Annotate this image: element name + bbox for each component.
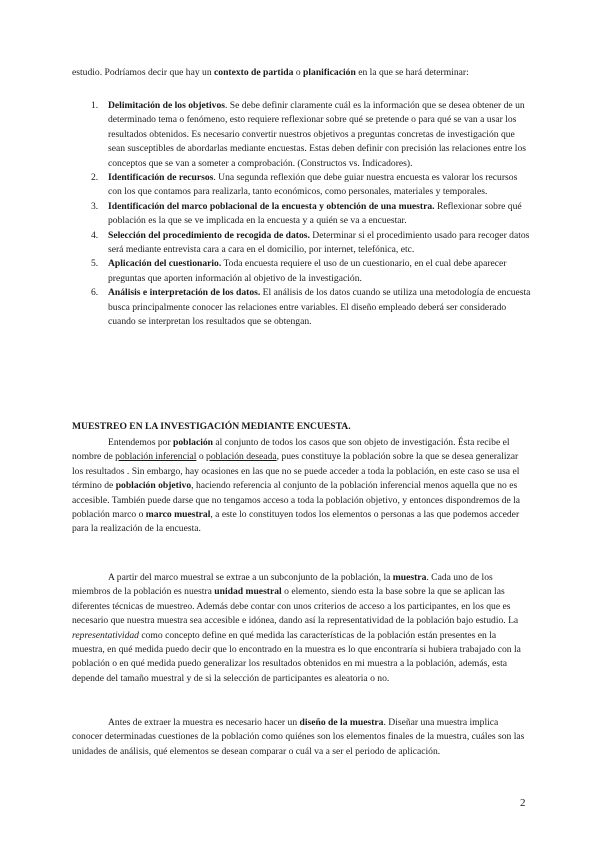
list-item-text: Reflexionar sobre qué población es la que se ve implicada en la encuesta y a quién se va a encuestar. <box>108 200 522 227</box>
intro-paragraph <box>72 66 528 80</box>
paragraph-text: o <box>196 451 207 463</box>
bold-term: marco muestral <box>145 509 211 521</box>
list-item-text: El análisis de los datos cuando se utiliza una metodología de encuesta busca principalmente conocer las relaciones entre variables. El diseño empleado deberá ser considerado cuando se interpretan los resultados que se obtengan. <box>108 287 531 328</box>
list-item-text: . Se debe definir claramente cuál es la información que se desea obtener de un determinado tema o fenómeno, esto requiere reflexionar sobre qué se pretende o para qué se van a usar los resultados obtenidos. Es necesario convertir nuestros objetivos a preguntas concretas de investigación que sean susceptibles de abordarlas mediante encuestas. Estas deben definir con precisión las relaciones entre los conceptos que se van a someter a comprobación. (Constructos vs. Indicadores). <box>108 100 526 169</box>
list-item-text: . Una segunda reflexión que debe guiar nuestra encuesta es valorar los recursos con los que contamos para realizarla, tanto económicos, como personales, materiales y temporales. <box>108 172 518 198</box>
list-item-title: Identificación del marco poblacional de la encuesta y obtención de una muestra. <box>108 200 435 212</box>
paragraph-text: . Cada uno de los miembros de la población es nuestra <box>72 572 493 598</box>
intro-text: o <box>293 67 304 78</box>
list-item <box>91 200 531 229</box>
bold-term: diseño de la muestra <box>299 717 384 728</box>
intro-bold-term: contexto de partida <box>214 67 294 78</box>
section-heading: MUESTREO EN LA INVESTIGACIÓN MEDIANTE ENCUESTA. <box>72 421 351 432</box>
body-paragraph <box>72 436 528 537</box>
list-item-number: 5. <box>91 258 99 270</box>
list-item <box>91 99 531 171</box>
paragraph-text: al conjunto de todos los casos que son objeto de investigación. Ésta recibe el nombre de <box>72 437 510 463</box>
list-item <box>91 229 531 258</box>
bold-term: muestra <box>392 572 427 583</box>
body-paragraph <box>72 571 528 686</box>
list-item-title: Selección del procedimiento de recogida de datos. <box>108 229 310 241</box>
list-item-number: 3. <box>91 200 99 212</box>
list-item <box>91 257 531 286</box>
bold-term: población <box>173 437 214 448</box>
paragraph-text: Entendemos por <box>108 437 174 448</box>
paragraph-text: , a este lo constituyen todos los elementos o personas a las que podemos acceder para la realización de la encuesta. <box>72 509 520 535</box>
paragraph-text: . Diseñar una muestra implica conocer determinadas cuestiones de la población como quiénes son los elementos finales de la muestra, cuáles son las unidades de análisis, qué elementos se desean comparar o cuál va a ser el periodo de aplicación. <box>72 717 525 757</box>
list-item <box>91 286 531 329</box>
body-paragraph <box>72 716 528 759</box>
intro-bold-term: planificación <box>303 67 356 78</box>
paragraph-text: , pues constituye la población sobre la que se desea generalizar los resultados . Sin embargo, hay ocasiones en las que no se puede acceder a toda la población, en este caso se usa el término de <box>72 451 520 492</box>
list-item-number: 2. <box>91 172 99 184</box>
intro-text: estudio. Podríamos decir que hay un <box>72 67 215 78</box>
intro-text: en la que se hará determinar: <box>355 67 469 78</box>
list-item-number: 6. <box>91 287 99 299</box>
list-item-title: Delimitación de los objetivos <box>108 100 225 111</box>
list-item <box>91 171 531 200</box>
list-item-title: Aplicación del cuestionario. <box>108 258 222 270</box>
bold-term: unidad muestral <box>214 586 282 598</box>
underlined-term: población deseada <box>206 451 277 463</box>
list-item-number: 1. <box>91 100 99 111</box>
paragraph-text: A partir del marco muestral se extrae a un subconjunto de la población, la <box>108 572 393 583</box>
list-item-text: Toda encuesta requiere el uso de un cuestionario, en el cual debe aparecer preguntas que aporten información al objetivo de la investigación. <box>108 258 507 284</box>
paragraph-text: como concepto define en qué medida las características de la población están presentes en la muestra, en qué medida puedo decir que lo encontrado en la muestra es lo que encontraría si hubiera trabajado con la población o en qué medida puedo generalizar los resultados obtenidos en mi muestra a la población, además, esta depende del tamaño muestral y de si la selección de participantes es aleatoria o no. <box>72 629 521 684</box>
list-item-number: 4. <box>91 229 99 241</box>
italic-term: representatividad <box>72 629 139 641</box>
list-item-text: Determinar si el procedimiento usado para recoger datos será mediante entrevista cara a cara en el domicilio, por internet, telefónica, etc. <box>108 229 530 256</box>
numbered-list <box>91 99 531 330</box>
bold-term: población objetivo <box>115 480 192 492</box>
paragraph-text: , haciendo referencia al conjunto de la población inferencial menos aquella que no es accesible. También puede darse que no tengamos acceso a toda la población objetivo, y entonces dispondremos de la población marco o <box>72 480 521 521</box>
underlined-term: población inferencial <box>115 451 197 463</box>
list-item-title: Análisis e interpretación de los datos. <box>108 287 261 299</box>
paragraph-text: o elemento, siendo esta la base sobre la que se aplican las diferentes técnicas de muestreo. Además debe contar con unos criterios de acceso a los participantes, en los que es necesario que nuestra muestra sea accesible e idónea, dando así la representatividad de la población bajo estudio. La <box>72 586 519 627</box>
paragraph-text: Antes de extraer la muestra es necesario hacer un <box>108 717 300 728</box>
list-item-title: Identificación de recursos <box>108 172 214 184</box>
page-number: 2 <box>520 797 526 809</box>
